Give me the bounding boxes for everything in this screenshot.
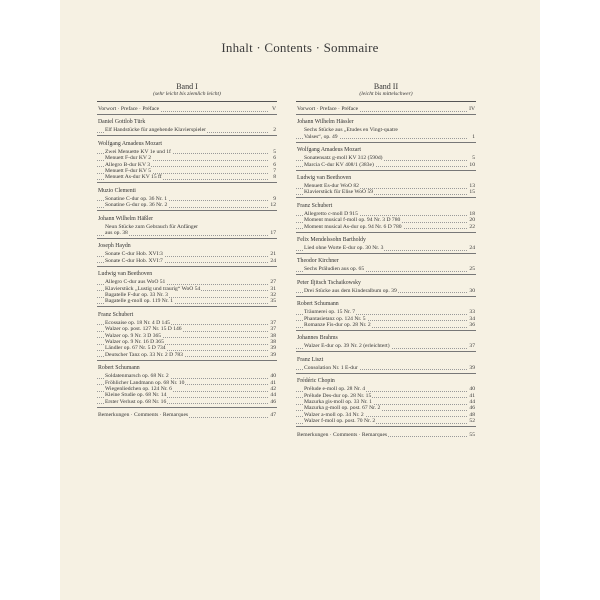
composer-name (296, 258, 476, 264)
divider (97, 101, 277, 102)
page-number: 27 (270, 279, 276, 286)
composer-label: Felix Mendelssohn Bartholdy (297, 237, 366, 243)
composer-label: Joseph Haydn (98, 243, 131, 250)
page-number: 35 (270, 298, 276, 305)
entry-title: Walzer f-moll op. post. 70 Nr. 2 (304, 418, 376, 425)
entry-title: Vorwort · Preface · Préface (98, 106, 160, 112)
toc-entry (296, 343, 476, 349)
page-number: 8 (273, 174, 276, 181)
composer-name (296, 301, 476, 307)
entry-title: Romanze Fis-dur op. 28 Nr. 2 (304, 322, 371, 328)
composer-name (296, 237, 476, 243)
divider (97, 135, 277, 136)
entry-title: Valses“, op. 49 (304, 133, 338, 140)
book-page (60, 0, 540, 600)
page-number: 24 (469, 245, 475, 251)
composer-name (296, 175, 476, 181)
toc-entry (97, 298, 277, 304)
composer-name (296, 357, 476, 363)
divider (296, 426, 476, 427)
page-number: 5 (273, 148, 276, 155)
page-number: 37 (469, 343, 475, 350)
entry-title: Sonatine G-dur op. 36 Nr. 2 (105, 202, 168, 209)
page-number: 36 (469, 322, 475, 328)
composer-name (296, 147, 476, 153)
entry-title: Zwei Menuette KV 1e und 1f (105, 148, 171, 155)
entry-title: Neun Stücke zum Gebrauch für Anfänger (105, 223, 199, 230)
band-subtitle: (sehr leicht bis ziemlich leicht) (153, 91, 221, 97)
composer-name (97, 312, 277, 318)
composer-label: Ludwig van Beethoven (98, 271, 153, 278)
column-band-1 (97, 82, 277, 419)
composer-label: Muzio Clementi (98, 187, 136, 194)
page-number: 32 (270, 292, 276, 298)
divider (97, 210, 277, 211)
page-number: 22 (469, 223, 475, 230)
page-number: 9 (273, 195, 276, 202)
page-number: 39 (469, 364, 475, 371)
entry-title: Walzer E-dur op. 39 Nr. 2 (erleichtert) (304, 343, 390, 350)
entry-title: Klavierstück „Lustig und traurig“ WoO 54 (105, 285, 201, 292)
entry-title: Menuett F-dur KV 5 (105, 168, 152, 174)
divider (296, 170, 476, 171)
page-number: 48 (469, 411, 475, 418)
composer-label: Franz Liszt (297, 356, 324, 363)
entry-title: Klavierstück für Elise WoO 59 (304, 189, 374, 196)
toc-entry (97, 412, 277, 418)
composer-name (296, 119, 476, 125)
page-number: 33 (469, 309, 475, 316)
page-number: IV (469, 106, 475, 112)
entry-title: Erster Verlust op. 68 Nr. 16 (105, 398, 167, 405)
divider (296, 114, 476, 115)
entry-title: Sechs Stücke aus „Etudes en Vingt-quatre (304, 127, 398, 134)
page-number: 38 (270, 339, 276, 345)
page-number: 42 (270, 386, 276, 392)
page-number: 46 (469, 405, 475, 412)
divider (97, 266, 277, 267)
entry-title: Allegretto c-moll D 915 (304, 210, 358, 217)
toc-entry (97, 399, 277, 405)
page-number: 52 (469, 418, 475, 425)
composer-name (296, 280, 476, 286)
toc-entry (296, 189, 476, 195)
entry-title: Phantasietanz op. 124 Nr. 5 (304, 315, 366, 322)
page-number: 55 (469, 431, 475, 438)
composer-label: Franz Schubert (297, 202, 333, 209)
page-number: 39 (270, 351, 276, 358)
divider (296, 373, 476, 374)
page-number: 13 (469, 183, 475, 189)
entry-title: Menuett F-dur KV 2 (105, 155, 152, 162)
entry-title: Allegro C-dur aus WoO 51 (105, 279, 166, 286)
divider (97, 407, 277, 408)
entry-title: Mazurka gis-moll op. 33 Nr. 1 (304, 399, 372, 405)
entry-title: Drei Stücke aus dem Kinderalbum op. 39 (304, 287, 397, 294)
page-number: 6 (273, 161, 276, 168)
composer-label: Robert Schumann (98, 365, 140, 372)
composer-label: Franz Schubert (98, 311, 134, 318)
toc-entry (296, 288, 476, 294)
composer-label: Frédéric Chopin (297, 378, 335, 385)
divider (296, 330, 476, 331)
composer-name (97, 243, 277, 249)
divider (296, 274, 476, 275)
toc-entry (296, 365, 476, 371)
toc-entry (97, 352, 277, 358)
page-number: 41 (270, 379, 276, 386)
band-subtitle: (leicht bis mittelschwer) (359, 91, 413, 97)
page-number: 37 (270, 326, 276, 333)
toc-entry (296, 134, 476, 140)
divider (296, 296, 476, 297)
composer-name (296, 335, 476, 341)
toc-entry (97, 127, 277, 133)
page-number: 10 (469, 161, 475, 168)
entry-title: aus op. 38 (105, 230, 128, 236)
entry-title: Allegro B-dur KV 3 (105, 161, 151, 168)
entry-title: Sechs Präludien aus op. 65 (304, 266, 365, 273)
toc-entry (97, 106, 277, 112)
page-number: 21 (270, 251, 276, 258)
entry-title: Mazurka g-moll op. post. 67 Nr. 2 (304, 405, 381, 412)
entry-title: Sonate C-dur Hob. XVI:7 (105, 257, 163, 264)
divider (296, 101, 476, 102)
toc-entry (296, 418, 476, 424)
page-number: 25 (469, 266, 475, 273)
entry-title: Vorwort · Preface · Préface (297, 106, 359, 112)
entry-title: Prélude e-moll op. 28 Nr. 4 (304, 386, 366, 393)
entry-title: Walzer op. post. 127 Nr. 15 D 146 (105, 326, 182, 333)
page-number: 6 (273, 155, 276, 162)
toc-entry (296, 162, 476, 168)
entry-title: Walzer op. 9 Nr. 3 D 365 (105, 332, 162, 339)
composer-name (296, 378, 476, 384)
page-number: 18 (469, 210, 475, 217)
entry-title: Sonatensatz g-moll KV 312 (590d) (304, 155, 383, 162)
divider (296, 142, 476, 143)
divider (296, 232, 476, 233)
divider (97, 114, 277, 115)
entry-title: Kleine Studie op. 68 Nr. 14 (105, 392, 167, 399)
page-number: 1 (472, 133, 475, 140)
page-number: 31 (270, 285, 276, 292)
composer-label: Johann Wilhelm Hässler (297, 119, 354, 126)
page-number: 7 (273, 168, 276, 174)
page-number: 20 (469, 217, 475, 224)
page-number: 47 (270, 412, 276, 419)
composer-name (97, 141, 277, 147)
page-number: 15 (469, 189, 475, 196)
toc-entry (296, 266, 476, 272)
page-title: Inhalt · Contents · Sommaire (221, 40, 379, 55)
entry-title: Prélude Des-dur op. 28 Nr. 15 (304, 392, 372, 399)
composer-label: Robert Schumann (297, 301, 339, 308)
composer-label: Johannes Brahms (297, 335, 338, 342)
entry-title: Menuett As-dur KV 15 ff (105, 174, 162, 181)
entry-title: Lied ohne Worte E-dur op. 30 Nr. 3 (304, 245, 384, 251)
composer-name (97, 365, 277, 371)
page-number: 44 (270, 392, 276, 399)
entry-title: Bemerkungen · Comments · Remarques (297, 431, 388, 438)
composer-label: Ludwig van Beethoven (297, 175, 352, 181)
composer-name (296, 203, 476, 209)
page-number: 46 (270, 398, 276, 405)
entry-title: Consolation Nr. 1 E-dur (304, 364, 358, 371)
entry-title: Walzer op. 9 Nr. 16 D 365 (105, 339, 164, 345)
composer-label: Wolfgang Amadeus Mozart (98, 140, 162, 147)
composer-label: Wolfgang Amadeus Mozart (297, 147, 361, 154)
entry-title: Sonate C-dur Hob. XVI:3 (105, 251, 163, 258)
page-number: 40 (469, 386, 475, 393)
entry-title: Soldatenmarsch op. 68 Nr. 2 (105, 373, 169, 380)
page-number: V (271, 106, 276, 112)
entry-title: Elf Handstücke für angehende Klavierspieler (105, 127, 206, 134)
toc-entry (296, 322, 476, 328)
composer-name (97, 271, 277, 277)
entry-title: Bagatelle g-moll op. 119 Nr. 1 (105, 298, 173, 305)
column-band-2 (296, 82, 476, 438)
entry-title: Fröhlicher Landmann op. 68 Nr. 10 (105, 379, 185, 386)
divider (97, 306, 277, 307)
page-number: 24 (270, 257, 276, 264)
page-number: 37 (270, 319, 276, 326)
divider (97, 238, 277, 239)
toc-entry (97, 258, 277, 264)
page-number: 17 (270, 230, 276, 236)
toc-entry (97, 230, 277, 236)
entry-title: Ländler op. 67 Nr. 5 D 734 (105, 345, 166, 352)
page-number: 2 (273, 127, 276, 134)
toc-entry (296, 245, 476, 251)
divider (296, 197, 476, 198)
entry-title: Walzer a-moll op. 34 Nr. 2 (304, 411, 364, 418)
entry-title: Bemerkungen · Comments · Remarques (98, 412, 189, 419)
composer-label: Daniel Gottlob Türk (98, 119, 146, 126)
composer-label: Theodor Kirchner (297, 258, 339, 265)
divider (296, 351, 476, 352)
entry-title: Ecossaise op. 18 Nr. 4 D 145 (105, 319, 170, 326)
page-number: 44 (469, 399, 475, 405)
toc-entry (97, 202, 277, 208)
entry-title: Menuett Es-dur WoO 82 (304, 183, 359, 189)
entry-title: Deutscher Tanz op. 33 Nr. 2 D 783 (105, 351, 183, 358)
entry-title: Wiegenliedchen op. 124 Nr. 6 (105, 386, 172, 392)
entry-title: Marcia C-dur KV 408/1 (383e) (304, 161, 374, 168)
divider (296, 253, 476, 254)
page-number: 41 (469, 392, 475, 399)
page-number: 40 (270, 373, 276, 380)
page-number: 12 (270, 202, 276, 209)
band-title: Band II (373, 82, 399, 91)
page-number: 5 (472, 155, 475, 162)
composer-label: Johann Wilhelm Häßler (98, 215, 154, 222)
entry-title: Sonatine C-dur op. 36 Nr. 1 (105, 195, 167, 202)
entry-title: Träumerei op. 15 Nr. 7 (304, 309, 356, 316)
divider (97, 182, 277, 183)
toc-entry (296, 432, 476, 438)
entry-title: Bagatelle F-dur op. 33 Nr. 3 (105, 292, 168, 298)
composer-name (97, 188, 277, 194)
toc-entry (97, 174, 277, 180)
page-number: 34 (469, 315, 475, 322)
toc-entry (296, 224, 476, 230)
composer-label: Peter Iljitsch Tschaikowsky (297, 279, 361, 286)
entry-title: Moment musical As-dur op. 94 Nr. 6 D 780 (304, 223, 402, 230)
divider (97, 360, 277, 361)
composer-name (97, 119, 277, 125)
composer-name (97, 216, 277, 222)
page-number: 39 (270, 345, 276, 352)
toc-entry (296, 106, 476, 112)
band-title: Band I (176, 82, 198, 91)
entry-title: Moment musical f-moll op. 94 Nr. 3 D 780 (304, 217, 401, 224)
page-number: 38 (270, 332, 276, 339)
page-number: 30 (469, 287, 475, 294)
